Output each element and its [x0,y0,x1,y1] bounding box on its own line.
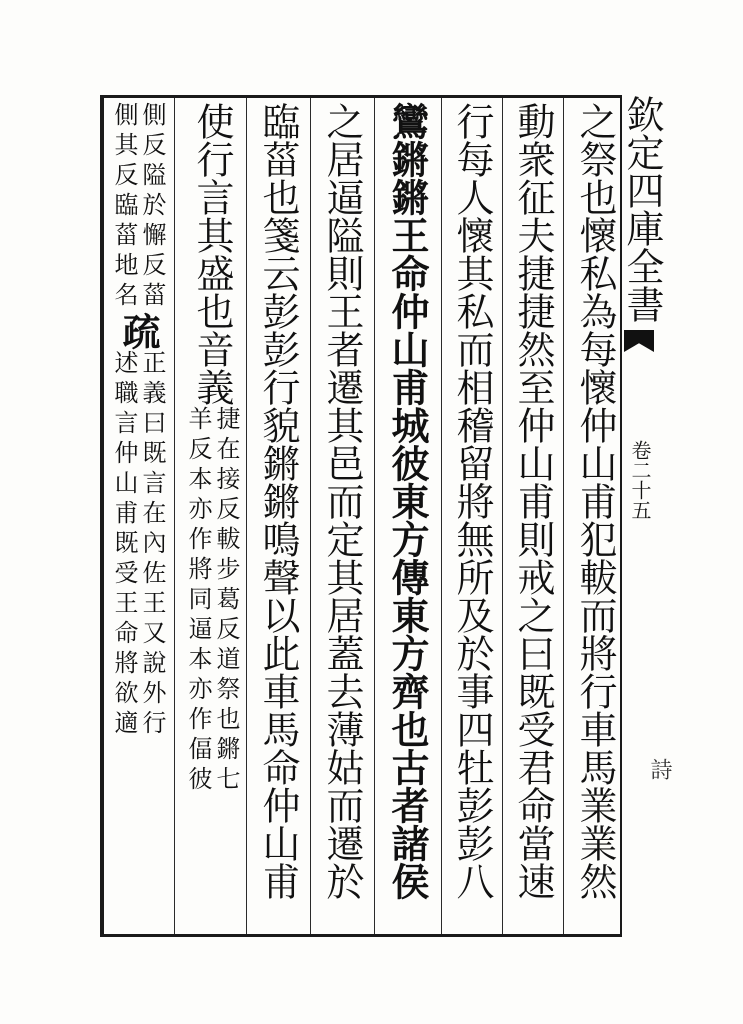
annotation-left: 羊反本亦作將同逼本亦作偪彼 [184,406,212,796]
book-title: 欽定四庫全書 [620,95,664,323]
text-column-4: 鸞鏘鏘王命仲山甫城彼東方傳東方齊也古者諸侯 [385,102,430,900]
fishtail-ornament-icon [624,330,654,352]
column-rule [374,98,375,934]
column-rule [246,98,247,934]
text-column-2: 動衆征夫捷捷然至仲山甫則戒之曰既受君命當速 [511,102,555,900]
column-8-annotation-bottom [111,350,165,740]
annotation-left: 述職言仲山甫既受王命將欲適 [110,350,138,740]
text-column-6: 臨菑也箋云彭彭行貌鏘鏘鳴聲以此車馬命仲山甫 [256,102,300,900]
commentary-marker: 疏 [116,312,161,350]
text-column-3: 行每人懷其私而相稽留將無所及於事四牡彭彭八 [450,102,494,900]
text-column-5: 之居逼隘則王者遷其邑而定其居蓋去薄姑而遷於 [320,102,364,900]
column-rule [502,98,503,934]
column-8-annotation-top [111,102,165,312]
text-column-8 [112,102,164,930]
volume-label: 卷二十五 [628,440,652,520]
text-column-1: 之祭也懷私為每懷仲山甫犯軷而將行車馬業業然 [573,102,617,900]
annotation-right: 捷在接反軷步葛反道祭也鏘七 [212,406,240,796]
annotation-right: 正義曰既言在內佐王又說外行 [138,350,166,740]
annotation-left: 側其反臨菑地名 [110,102,138,312]
section-mark: 詩 [647,758,672,780]
text-column-7 [186,102,238,930]
column-rule [441,98,442,934]
column-rule [174,98,175,934]
column-7-annotation [185,406,239,796]
column-7-main: 使行言其盛也音義 [190,102,234,406]
column-rule [563,98,564,934]
column-rule [310,98,311,934]
annotation-right: 側反隘於懈反菑 [138,102,166,312]
